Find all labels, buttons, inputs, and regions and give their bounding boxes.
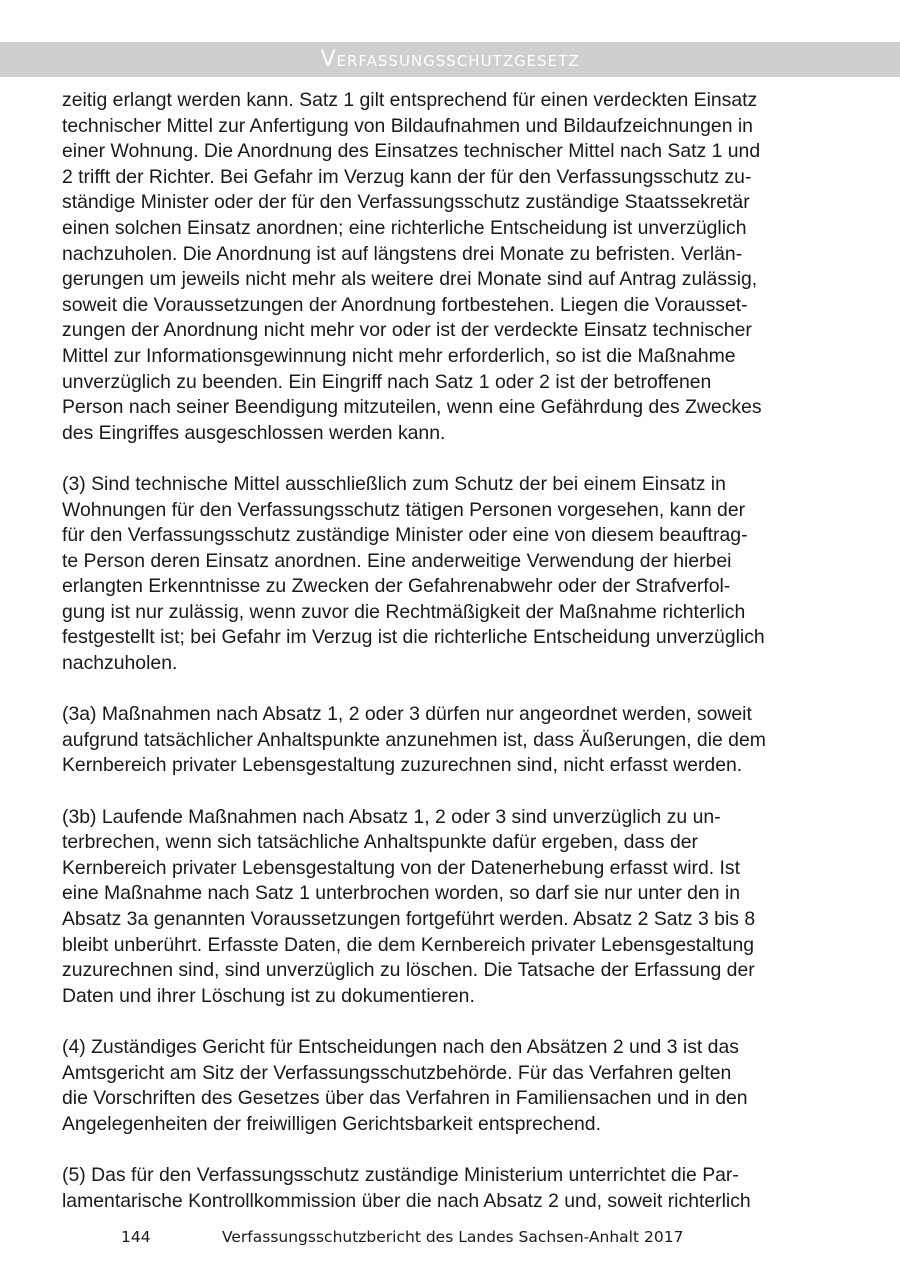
text-line: (3) Sind technische Mittel ausschließlich zum Schutz der bei einem Einsatz in <box>62 472 726 495</box>
text-line: Absatz 3a genannten Voraussetzungen fortgeführt werden. Absatz 2 Satz 3 bis 8 <box>62 908 756 930</box>
text-line: einen solchen Einsatz anordnen; eine richterliche Entscheidung ist unverzüglich <box>62 216 747 239</box>
text-line: technischer Mittel zur Anfertigung von Bildaufnahmen und Bildaufzeichnungen in <box>62 114 753 137</box>
paragraph-gap <box>62 1009 842 1035</box>
text-line: festgestellt ist; bei Gefahr im Verzug ist die richterliche Entscheidung unverzüglich <box>62 626 765 649</box>
document-body <box>62 88 842 1214</box>
paragraph-3 <box>62 472 842 677</box>
text-line: Wohnungen für den Verfassungsschutz tätigen Personen vorgesehen, kann der <box>62 498 746 521</box>
paragraph-4 <box>62 1035 842 1137</box>
text-line: für den Verfassungsschutz zuständige Minister oder eine von diesem beauftrag- <box>62 524 748 547</box>
text-line: die Vorschriften des Gesetzes über das Verfahren in Familiensachen und in den <box>62 1087 748 1110</box>
text-line: (4) Zuständiges Gericht für Entscheidungen nach den Absätzen 2 und 3 ist das <box>62 1035 739 1058</box>
text-line: Kernbereich privater Lebensgestaltung zuzurechnen sind, nicht erfasst werden. <box>62 754 743 777</box>
text-line: ständige Minister oder der für den Verfassungsschutz zuständige Staatssekretär <box>62 191 750 214</box>
text-line: einer Wohnung. Die Anordnung des Einsatzes technischer Mittel nach Satz 1 und <box>62 140 761 163</box>
text-line: unverzüglich zu beenden. Ein Eingriff nach Satz 1 oder 2 ist der betroffenen <box>62 370 712 393</box>
page-footer <box>0 1228 900 1252</box>
paragraph-gap <box>62 677 842 703</box>
text-line: Amtsgericht am Sitz der Verfassungsschutzbehörde. Für das Verfahren gelten <box>62 1061 732 1084</box>
text-line: gung ist nur zulässig, wenn zuvor die Rechtmäßigkeit der Maßnahme richterlich <box>62 600 746 623</box>
text-line: zuzurechnen sind, sind unverzüglich zu löschen. Die Tatsache der Erfassung der <box>62 959 755 982</box>
text-line: eine Maßnahme nach Satz 1 unterbrochen worden, so darf sie nur unter den in <box>62 882 741 905</box>
text-line: te Person deren Einsatz anordnen. Eine anderweitige Verwendung der hierbei <box>62 549 732 572</box>
text-line: zungen der Anordnung nicht mehr vor oder ist der verdeckte Einsatz technischer <box>62 319 752 342</box>
text-line: bleibt unberührt. Erfasste Daten, die dem Kernbereich privater Lebensgestaltung <box>62 933 755 956</box>
running-header-title: Verfassungsschutzgesetz <box>320 47 580 72</box>
text-line: gerungen um jeweils nicht mehr als weitere drei Monate sind auf Antrag zulässig, <box>62 268 758 291</box>
text-line: Daten und ihrer Löschung ist zu dokumentieren. <box>62 984 475 1007</box>
text-line: terbrechen, wenn sich tatsächliche Anhaltspunkte dafür ergeben, dass der <box>62 831 698 854</box>
text-line: zeitig erlangt werden kann. Satz 1 gilt entsprechend für einen verdeckten Einsatz <box>62 89 758 111</box>
text-line: aufgrund tatsächlicher Anhaltspunkte anzunehmen ist, dass Äußerungen, die dem <box>62 728 766 751</box>
text-line: des Eingriffes ausgeschlossen werden kann. <box>62 421 446 444</box>
text-line: Kernbereich privater Lebensgestaltung von der Datenerhebung erfasst wird. Ist <box>62 856 740 879</box>
text-line: (3b) Laufende Maßnahmen nach Absatz 1, 2 oder 3 sind unverzüglich zu un- <box>62 805 721 828</box>
footer-publication-title: Verfassungsschutzbericht des Landes Sachsen-Anhalt 2017 <box>222 1228 684 1246</box>
paragraph-continuation <box>62 88 842 446</box>
text-line: Mittel zur Informationsgewinnung nicht mehr erforderlich, so ist die Maßnahme <box>62 344 736 367</box>
paragraph-gap <box>62 446 842 472</box>
paragraph-3b <box>62 805 842 1010</box>
text-line: nachzuholen. <box>62 652 178 675</box>
text-line: 2 trifft der Richter. Bei Gefahr im Verzug kann der für den Verfassungsschutz zu- <box>62 165 752 188</box>
paragraph-gap <box>62 779 842 805</box>
text-line: lamentarische Kontrollkommission über die nach Absatz 2 und, soweit richterlich <box>62 1189 751 1212</box>
paragraph-gap <box>62 1137 842 1163</box>
text-line: soweit die Voraussetzungen der Anordnung fortbestehen. Liegen die Vorausset- <box>62 293 748 316</box>
page-number: 144 <box>121 1228 151 1246</box>
paragraph-5 <box>62 1163 842 1214</box>
text-line: (5) Das für den Verfassungsschutz zuständige Ministerium unterrichtet die Par- <box>62 1163 739 1186</box>
text-line: Person nach seiner Beendigung mitzuteilen, wenn eine Gefährdung des Zweckes <box>62 396 762 419</box>
paragraph-3a <box>62 702 842 779</box>
text-line: Angelegenheiten der freiwilligen Gerichtsbarkeit entsprechend. <box>62 1112 601 1135</box>
text-line: (3a) Maßnahmen nach Absatz 1, 2 oder 3 dürfen nur angeordnet werden, soweit <box>62 703 752 726</box>
text-line: erlangten Erkenntnisse zu Zwecken der Gefahrenabwehr oder der Strafverfol- <box>62 575 731 598</box>
text-line: nachzuholen. Die Anordnung ist auf längstens drei Monate zu befristen. Verlän- <box>62 242 743 265</box>
